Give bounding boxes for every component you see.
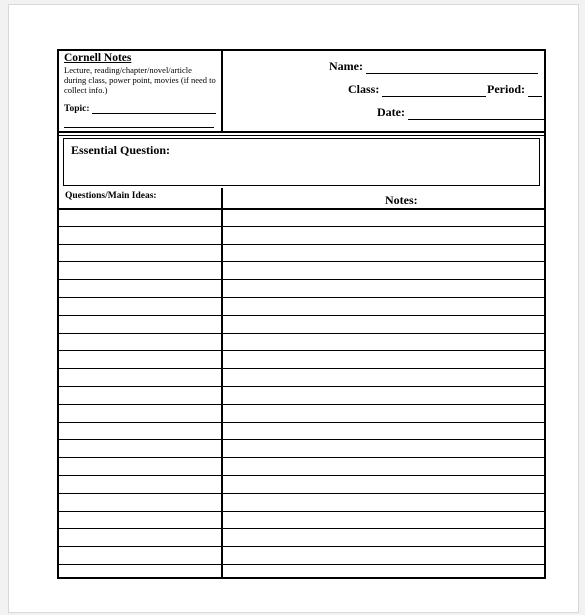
- date-line[interactable]: [408, 107, 544, 120]
- note-row[interactable]: [59, 386, 544, 404]
- questions-column-header: Questions/Main Ideas:: [65, 191, 157, 201]
- date-field[interactable]: [377, 105, 544, 120]
- note-row[interactable]: [59, 279, 544, 297]
- note-row[interactable]: [59, 528, 544, 546]
- name-label: Name:: [329, 59, 363, 73]
- note-row[interactable]: [59, 404, 544, 422]
- note-row[interactable]: [59, 350, 544, 368]
- period-line[interactable]: [528, 84, 542, 97]
- notes-column-header: Notes:: [385, 193, 418, 207]
- class-field[interactable]: [348, 82, 486, 97]
- header-divider: [59, 131, 544, 133]
- note-row[interactable]: [59, 422, 544, 440]
- note-row[interactable]: [59, 511, 544, 529]
- form-description: Lecture, reading/chapter/novel/article during class, power point, movies (if need to collect info.): [64, 65, 216, 95]
- note-row[interactable]: [59, 297, 544, 315]
- date-label: Date:: [377, 105, 405, 119]
- note-row[interactable]: [59, 315, 544, 333]
- topic-line[interactable]: [92, 104, 216, 114]
- essential-question-label: Essential Question:: [71, 143, 171, 157]
- cornell-notes-form: [57, 49, 546, 579]
- note-row[interactable]: [59, 368, 544, 386]
- note-row[interactable]: [59, 439, 544, 457]
- topic-line-2[interactable]: [64, 127, 214, 128]
- header-divider-thin: [59, 135, 544, 136]
- topic-field[interactable]: [64, 104, 216, 114]
- class-label: Class:: [348, 82, 380, 96]
- column-headers: [59, 188, 544, 208]
- note-row[interactable]: [59, 208, 544, 226]
- header-student-panel: [223, 51, 544, 133]
- header-info-panel: [59, 51, 223, 133]
- notes-lines: [59, 208, 544, 577]
- note-row[interactable]: [59, 457, 544, 475]
- note-row[interactable]: [59, 244, 544, 262]
- note-row[interactable]: [59, 564, 544, 582]
- period-field[interactable]: [487, 82, 542, 97]
- name-field[interactable]: [329, 59, 538, 74]
- essential-question-box[interactable]: [63, 138, 540, 186]
- note-row[interactable]: [59, 475, 544, 493]
- note-row[interactable]: [59, 546, 544, 564]
- form-title: Cornell Notes: [64, 52, 132, 64]
- note-row[interactable]: [59, 333, 544, 351]
- name-line[interactable]: [366, 61, 538, 74]
- topic-label: Topic:: [64, 104, 90, 114]
- period-label: Period:: [487, 82, 525, 96]
- note-row[interactable]: [59, 493, 544, 511]
- class-line[interactable]: [382, 84, 486, 97]
- note-row[interactable]: [59, 261, 544, 279]
- document-page: [8, 4, 579, 613]
- note-row[interactable]: [59, 226, 544, 244]
